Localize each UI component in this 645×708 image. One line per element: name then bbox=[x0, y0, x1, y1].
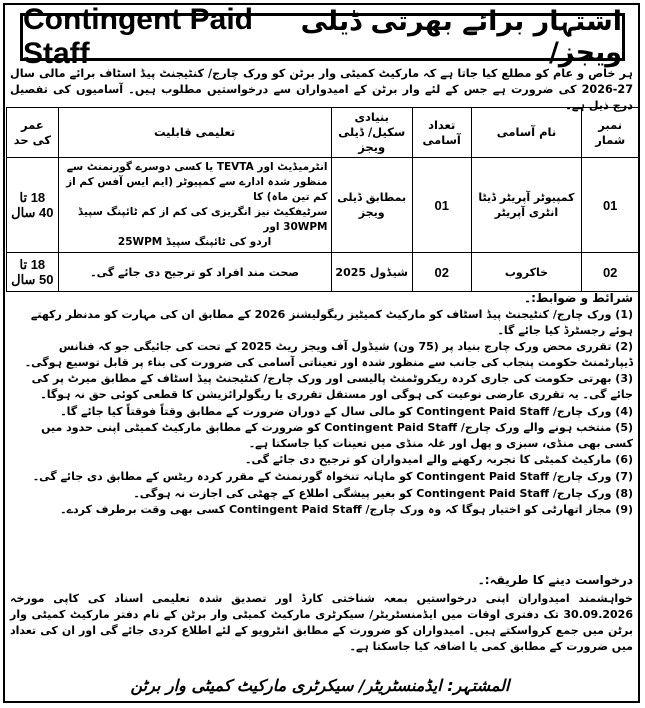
apply-heading: درخواست دینے کا طریقہ:۔ bbox=[477, 573, 633, 587]
condition-item: (8) ورک چارج/ Contingent Paid Staff کو بغیر پیشگی اطلاع کے چھٹی کی اجازت نہ ہوگی۔ bbox=[133, 486, 633, 500]
header-age-limit: عمر کی حد bbox=[7, 108, 59, 158]
condition-item: (5) منتخب ہونے والے ورک چارج/ Contingent Paid Staff کو ضرورت کے مطابق مارکیٹ کمیٹی اپنی حدود میں کسی بھی منڈی، سبزی و پھل اور غلہ منڈی میں تعینات کیا جاسکتا ہے۔ bbox=[41, 421, 633, 450]
title-english: Contingent Paid Staff bbox=[23, 3, 253, 70]
condition-item: (4) ورک چارج/ Contingent Paid Staff کو مالی سال کے دوران ضرورت کے مطابق وقتاً فوقتاً کیا جائے گا۔ bbox=[60, 404, 633, 418]
row-sr: 02 bbox=[582, 253, 639, 292]
row-post-name: کمپیوٹر آپریٹر ڈیٹا انٹری آپریٹر bbox=[471, 158, 582, 253]
header-post-count: تعداد آسامی bbox=[412, 108, 471, 158]
condition-item: (2) تقرری محض ورک چارج بنیاد پر (75 ون) شیڈول آف ویجز ریٹ 2025 کے تحت کی جائیگی جو کہ فنانس ڈیپارٹمنٹ حکومت پنجاب کی جانب سے منظور شدہ اور تعیناتی آسامی کی ضرورت کی بناء پر قابل توسیع ہوگی۔ bbox=[24, 340, 633, 369]
title-banner bbox=[20, 3, 625, 70]
row-post-name: خاکروب bbox=[471, 253, 582, 292]
row-scale: شیڈول 2025 bbox=[331, 253, 412, 292]
header-scale: بنیادی سکیل/ ڈیلی ویجز bbox=[331, 108, 412, 158]
conditions-heading: شرائط و ضوابط:۔ bbox=[524, 291, 633, 305]
header-sr: نمبر شمار bbox=[582, 108, 639, 158]
qualification-line: سرٹیفکیٹ نیز انگریزی کی کم از کم ٹائپنگ سپیڈ 30WPM اور bbox=[77, 206, 328, 233]
age-max: 40 سال bbox=[11, 205, 54, 220]
condition-item: (3) بھرتی حکومت کی جاری کردہ ریکروٹمنٹ پالیسی اور ورک چارج/ کنٹیجنٹ پیڈ اسٹاف کے مطابق میرٹ پر کی جائے گی۔ یہ تقرری عارضی نوعیت کی ہوگی اور مستقل تقرری یا ریگولرائزیشن کا قطعی کوئی حق نہ ہوگا۔ bbox=[31, 372, 633, 401]
age-min: 18 تا bbox=[19, 257, 46, 272]
condition-item: (9) مجاز اتھارٹی کو اختیار ہوگا کہ وہ ورک چارج/ Contingent Paid Staff کسی بھی وقت برطرف کردے۔ bbox=[60, 503, 633, 517]
qualification-line: اردو کی ٹائپنگ سپیڈ 25WPM bbox=[117, 236, 272, 248]
age-min: 18 تا bbox=[19, 190, 46, 205]
header-qualification: تعلیمی قابلیت bbox=[58, 108, 331, 158]
row-qualification: صحت مند افراد کو ترجیح دی جائے گی۔ bbox=[58, 253, 331, 292]
conditions-list bbox=[10, 307, 633, 519]
row-post-count: 02 bbox=[412, 253, 471, 292]
table-header-row bbox=[7, 108, 639, 158]
row-scale: بمطابق ڈیلی ویجز bbox=[331, 158, 412, 253]
vacancies-table bbox=[6, 107, 639, 292]
age-max: 50 سال bbox=[11, 272, 54, 287]
condition-item: (6) مارکیٹ کمیٹی کا تجربہ رکھنے والے امیدواران کو ترجیح دی جائے گی۔ bbox=[245, 453, 633, 467]
advertiser-signature: المشتہر: ایڈمنسٹریٹر/ سیکرٹری مارکیٹ کمیٹی وار برٹن bbox=[130, 676, 510, 695]
row-age-limit bbox=[7, 253, 59, 292]
title-urdu: اشتہار برائے بھرتی ڈیلی ویجز/ bbox=[300, 6, 622, 68]
table-row bbox=[7, 158, 639, 253]
header-post-name: نام آسامی bbox=[471, 108, 582, 158]
row-sr: 01 bbox=[582, 158, 639, 253]
row-qualification bbox=[58, 158, 331, 253]
intro-paragraph: ہر خاص و عام کو مطلع کیا جاتا ہے کہ مارکیٹ کمیٹی وار برٹن کو ورک چارج/ کنٹیجنٹ پیڈ اسٹاف برائے مالی سال 27-2026 کی ضرورت ہے جس کے لئے وار برٹن کے امیدواران سے درخواستیں مطلوب ہیں۔ آسامیوں کی تفصیل درج ذیل ہے۔ bbox=[10, 67, 633, 112]
condition-item: (7) ورک چارج/ Contingent Paid Staff کو ماہانہ تنخواہ گورنمنٹ کے مقرر کردہ ریٹس کے مطابق دی جائے گی۔ bbox=[32, 469, 633, 483]
row-post-count: 01 bbox=[412, 158, 471, 253]
condition-item: (1) ورک چارج/ کنٹیجنٹ پیڈ اسٹاف کو مارکیٹ کمیٹیز ریگولیشنز 2026 کے مطابق ان کی مہارت کو مدنظر رکھتے ہوئے رجسٹرڈ کیا جائے گا۔ bbox=[30, 308, 633, 337]
apply-paragraph: خواہشمند امیدواران اپنی درخواستیں بمعہ شناختی کارڈ اور تصدیق شدہ تعلیمی اسناد کی کاپی مورخہ 30.09.2026 تک دفتری اوقات میں ایڈمنسٹریٹر/ سیکرٹری مارکیٹ کمیٹی وار برٹن کے نام دفتر مارکیٹ کمیٹی وار برٹن میں جمع کرواسکتے ہیں۔ امیدواران کو ضرورت کے مطابق انٹرویو کے لئے اطلاع کردی جائے گی اور ان کی تعداد میں ضرورت کے مطابق کمی یا اضافہ کیا جاسکتا ہے۔ bbox=[10, 592, 633, 653]
qualification-line: انٹرمیڈیٹ اور TEVTA یا کسی دوسرے گورنمنٹ سے منظور شدہ ادارے سے کمپیوٹر (ایم ایس آفس کم از کم تین ماہ) کا bbox=[66, 161, 328, 203]
row-age-limit bbox=[7, 158, 59, 253]
table-row bbox=[7, 253, 639, 292]
